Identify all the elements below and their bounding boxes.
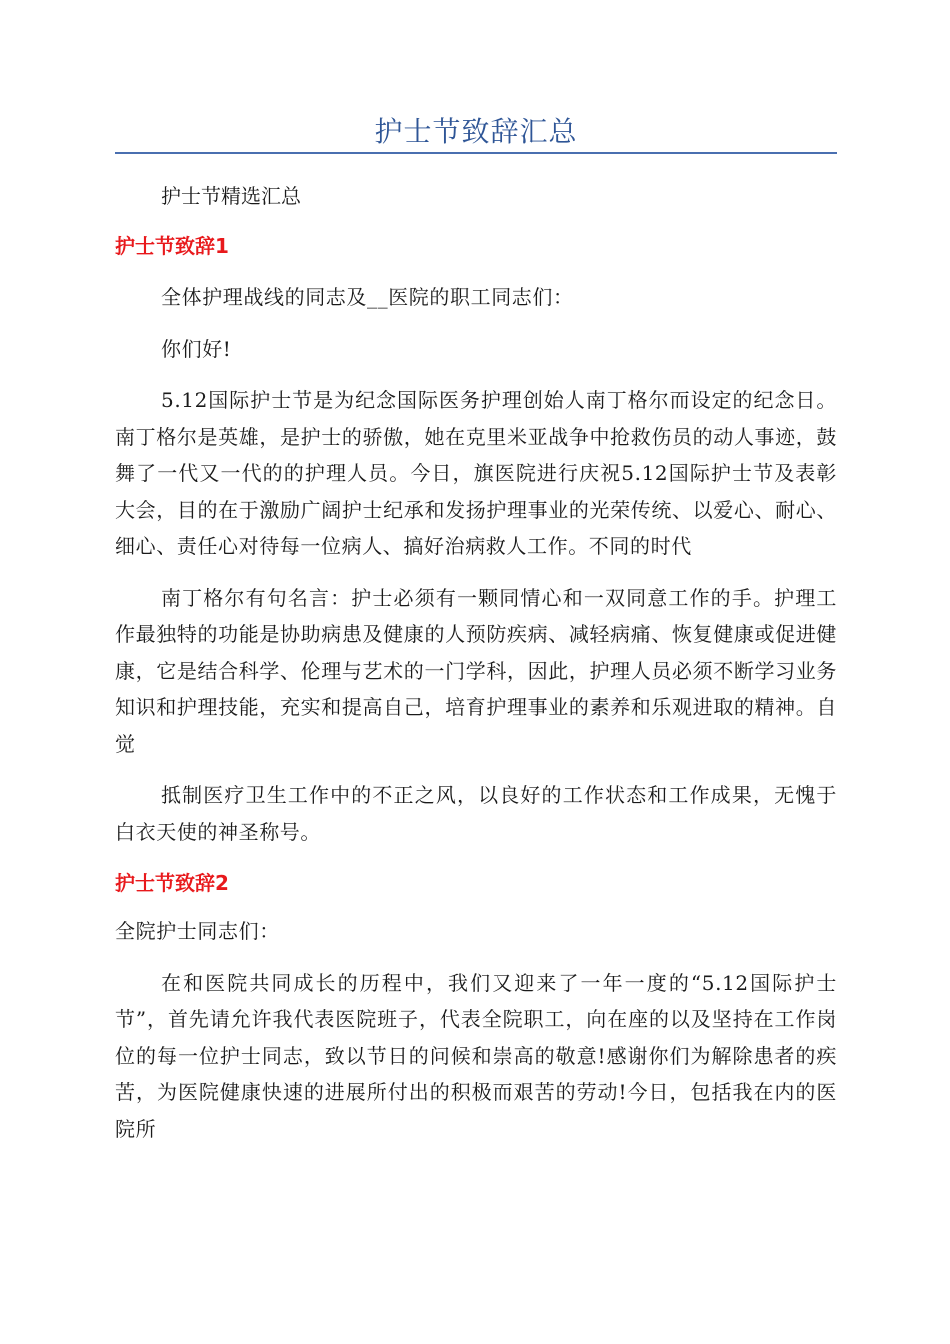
document-subtitle: 护士节精选汇总 xyxy=(161,184,301,208)
paragraph-salutation: 全体护理战线的同志及__医院的职工同志们： xyxy=(161,285,574,309)
title-underline xyxy=(115,152,837,154)
document-title: 护士节致辞汇总 xyxy=(374,115,578,148)
paragraph-body: 抵制医疗卫生工作中的不正之风，以良好的工作状态和工作成果，无愧于白衣天使的神圣称号。 xyxy=(115,783,837,844)
section-heading-1: 护士节致辞1 xyxy=(115,234,229,258)
paragraph-body: 南丁格尔有句名言：护士必须有一颗同情心和一双同意工作的手。护理工作最独特的功能是协助病患及健康的人预防疾病、减轻病痛、恢复健康或促进健康，它是结合科学、伦理与艺术的一门学科，因此，护理人员必须不断学习业务知识和护理技能，充实和提高自己，培育护理事业的素养和乐观进取的精神。自觉 xyxy=(115,585,837,756)
section-heading-2: 护士节致辞2 xyxy=(115,871,229,895)
paragraph-body: 在和医院共同成长的历程中，我们又迎来了一年一度的“5.12国际护士节”，首先请允许我代表医院班子，代表全院职工，向在座的以及坚持在工作岗位的每一位护士同志，致以节日的问候和崇高的敬意!感谢你们为解除患者的疾苦，为医院健康快速的进展所付出的积极而艰苦的劳动!今日，包括我在内的医院所 xyxy=(115,970,837,1141)
document-body xyxy=(115,112,837,1147)
paragraph-salutation: 全院护士同志们： xyxy=(115,919,280,943)
paragraph-body: 5.12国际护士节是为纪念国际医务护理创始人南丁格尔而设定的纪念日。南丁格尔是英雄，是护士的骄傲，她在克里米亚战争中抢救伤员的动人事迹，鼓舞了一代又一代的的护理人员。今日，旗医院进行庆祝5.12国际护士节及表彰大会，目的在于激励广阔护士纪承和发扬护理事业的光荣传统、以爱心、耐心、细心、责任心对待每一位病人、搞好治病救人工作。不同的时代 xyxy=(115,388,837,558)
paragraph-greeting: 你们好! xyxy=(161,336,232,361)
